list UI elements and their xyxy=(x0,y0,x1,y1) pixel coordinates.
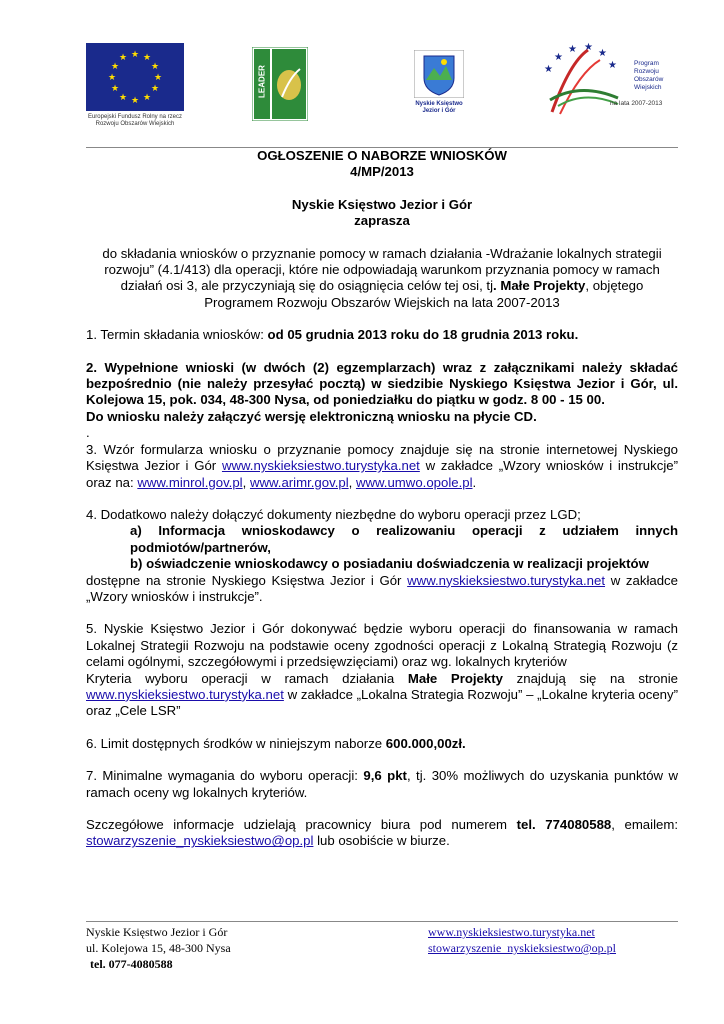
svg-text:★: ★ xyxy=(544,64,553,75)
lgd-emblem-icon xyxy=(414,50,464,98)
footer-left xyxy=(86,924,231,972)
svg-text:★: ★ xyxy=(142,93,152,103)
svg-text:★: ★ xyxy=(598,48,607,59)
svg-text:★: ★ xyxy=(130,50,140,60)
section-7-minimum: 7. Minimalne wymagania do wyboru operacji: 9,6 pkt, tj. 30% możliwych do uzyskania punktów w ramach oceny wg lokalnych kryteriów. xyxy=(86,768,679,800)
section-5-criteria: Kryteria wyboru operacji w ramach działania Małe Projekty znajdują się na stronie www.nyskieksiestwo.turystyka.net w zakładce „Lokalna Strategia Rozwoju” – „Lokalne kryteria oceny” oraz „Cele LSR” xyxy=(86,670,678,719)
svg-text:★: ★ xyxy=(153,73,163,83)
section-2-dot: . xyxy=(86,425,90,441)
section-1-deadline: 1. Termin składania wniosków: od 05 grudnia 2013 roku do 18 grudnia 2013 roku. xyxy=(86,327,579,343)
section-2-cd-note: Do wniosku należy załączyć wersję elektroniczną wniosku na płycie CD. xyxy=(86,408,537,424)
link-email[interactable]: stowarzyszenie_nyskieksiestwo@op.pl xyxy=(86,833,314,849)
footer-phone: tel. 077-4080588 xyxy=(90,957,173,971)
svg-text:★: ★ xyxy=(554,52,563,63)
invites-label: zaprasza xyxy=(354,213,410,229)
prow-emblem-icon xyxy=(540,42,620,122)
svg-text:★: ★ xyxy=(118,53,128,63)
link-umwo[interactable]: www.umwo.opole.pl xyxy=(355,474,473,490)
prow-years: na lata 2007-2013 xyxy=(610,100,663,107)
link-nyskieksiestwo-3[interactable]: www.nyskieksiestwo.turystyka.net xyxy=(86,686,284,702)
link-nyskieksiestwo-2[interactable]: www.nyskieksiestwo.turystyka.net xyxy=(407,572,606,588)
prow-line3: Obszarów xyxy=(634,76,664,83)
eu-logo xyxy=(86,43,184,129)
contact-paragraph: Szczegółowe informacje udzielają pracownicy biura pod numerem tel. 774080588, emailem: stowarzyszenie_nyskieksiestwo@op.pl lub osobiście w biurze. xyxy=(86,817,678,849)
svg-text:★: ★ xyxy=(118,93,128,103)
svg-text:★: ★ xyxy=(150,62,160,72)
svg-text:★: ★ xyxy=(568,44,577,55)
lgd-logo xyxy=(414,50,464,124)
eu-caption-line1: Europejski Fundusz Rolny na rzecz xyxy=(87,114,183,120)
section-4-item-a: a) Informacja wnioskodawcy o realizowaniu operacji z udziałem innych podmiotów/partnerów, xyxy=(130,523,678,555)
footer-org-name: Nyskie Księstwo Jezior i Gór xyxy=(86,925,228,939)
section-6-limit: 6. Limit dostępnych środków w niniejszym naborze 600.000,00zł. xyxy=(86,735,466,751)
section-4-documents: 4. Dodatkowo należy dołączyć dokumenty niezbędne do wyboru operacji przez LGD; xyxy=(86,506,581,522)
svg-text:★: ★ xyxy=(608,60,617,71)
lgd-caption-line1: Nyskie Księstwo xyxy=(415,101,463,107)
link-nyskieksiestwo[interactable]: www.nyskieksiestwo.turystyka.net xyxy=(221,458,420,474)
section-5-selection: 5. Nyskie Księstwo Jezior i Gór dokonywać będzie wyboru operacji do finansowania w ramach Lokalnej Strategii Rozwoju na podstawie oceny zgodności operacji z Lokalną Strategią Rozwoju (z celami ogólnymi, szczegółowymi i przedsięwzięciami) oraz wg. lokalnych kryteriów xyxy=(86,621,678,670)
footer-right xyxy=(428,924,616,956)
section-2-submission: 2. Wypełnione wnioski (w dwóch (2) egzemplarzach) wraz z załącznikami należy składać bezpośrednio (nie należy przesyłać pocztą) w siedzibie Nyskiego Księstwa Jezior i Gór, ul. Kolejowa 15, pok. 034, 48-300 Nysa, od poniedziałku do piątku w godz. 8 00 - 15 00. xyxy=(86,359,678,408)
section-4-item-b: b) oświadczenie wnioskodawcy o posiadaniu doświadczenia w realizacji projektów xyxy=(130,556,649,572)
eu-flag-icon xyxy=(86,43,184,111)
prow-logo xyxy=(540,42,680,122)
svg-text:★: ★ xyxy=(150,84,160,94)
prow-line4: Wiejskich xyxy=(634,84,662,91)
organization-name: Nyskie Księstwo Jezior i Gór xyxy=(291,196,473,212)
document-body xyxy=(86,148,678,850)
svg-text:★: ★ xyxy=(110,62,120,72)
intro-paragraph: do składania wniosków o przyznanie pomocy w ramach działania -Wdrażanie lokalnych strategii rozwoju” (4.1/413) dla operacji, które nie odpowiadają warunkom przyznania pomocy w ramach działań osi 3, ale przyczyniają się do osiągnięcia celów tej osi, tj. Małe Projekty, objętego Programem Rozwoju Obszarów Wiejskich na lata 2007-2013 xyxy=(102,245,662,310)
svg-text:★: ★ xyxy=(130,96,140,106)
section-4-availability: dostępne na stronie Nyskiego Księstwa Jezior i Gór www.nyskieksiestwo.turystyka.net w zakładce „Wzory wniosków i instrukcje”. xyxy=(86,572,678,604)
footer-website-link[interactable]: www.nyskieksiestwo.turystyka.net xyxy=(428,925,595,939)
footer-email-link[interactable]: stowarzyszenie_nyskieksiestwo@op.pl xyxy=(428,941,617,955)
footer-address: ul. Kolejowa 15, 48-300 Nysa xyxy=(86,941,231,955)
link-arimr[interactable]: www.arimr.gov.pl xyxy=(249,474,349,490)
lgd-caption-line2: Jezior i Gór xyxy=(422,108,456,114)
svg-text:★: ★ xyxy=(142,53,152,63)
section-3-form: 3. Wzór formularza wniosku o przyznanie pomocy znajduje się na stronie internetowej Nyskiego Księstwa Jezior i Gór www.nyskieksiestwo.turystyka.net w zakładce „Wzory wniosków i instrukcje” oraz na: www.minrol.gov.pl, www.arimr.gov.pl, www.umwo.opole.pl. xyxy=(86,441,678,490)
svg-text:★: ★ xyxy=(107,73,117,83)
eu-caption-line2: Rozwoju Obszarów Wiejskich xyxy=(95,121,175,127)
link-minrol[interactable]: www.minrol.gov.pl xyxy=(137,474,243,490)
leader-logo xyxy=(252,47,308,121)
footer-divider xyxy=(86,921,678,922)
svg-text:★: ★ xyxy=(110,84,120,94)
announcement-number: 4/MP/2013 xyxy=(350,164,414,180)
svg-text:★: ★ xyxy=(584,42,593,53)
leader-text: LEADER xyxy=(257,65,267,98)
announcement-title: OGŁOSZENIE O NABORZE WNIOSKÓW xyxy=(257,148,507,163)
prow-line1: Program xyxy=(634,60,659,67)
prow-line2: Rozwoju xyxy=(634,68,659,75)
